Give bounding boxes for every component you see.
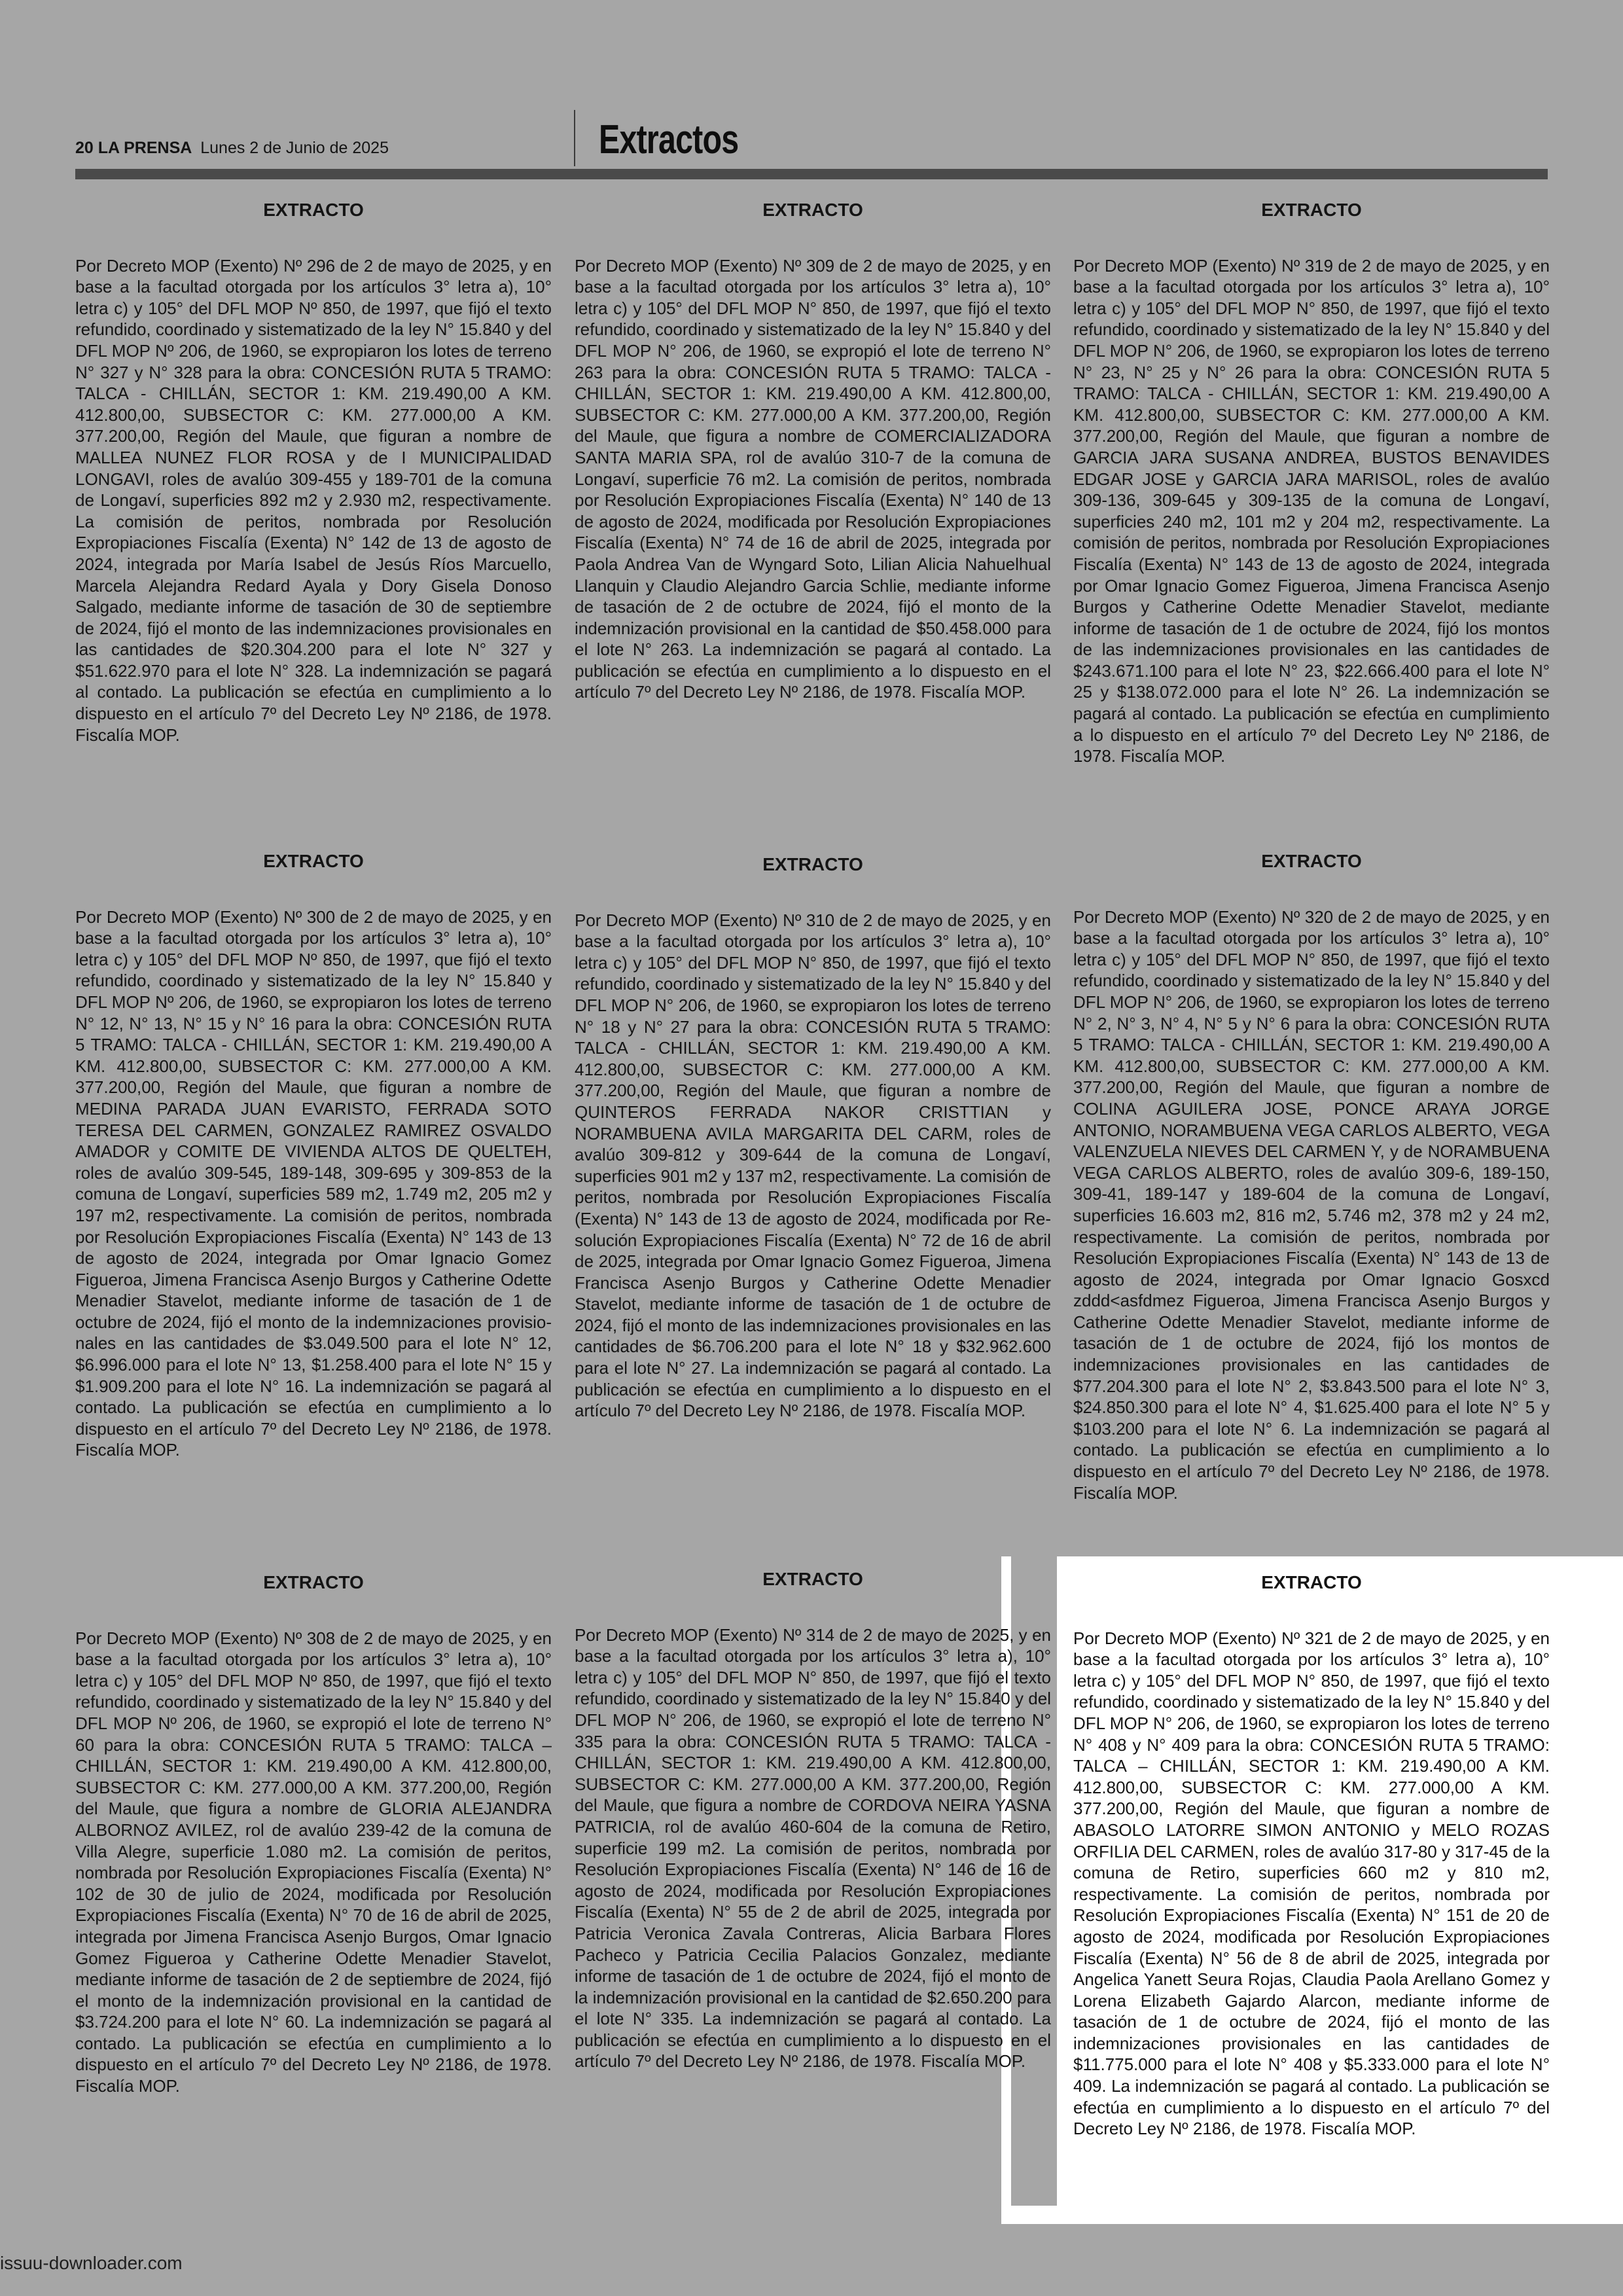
extract-title: EXTRACTO bbox=[762, 854, 863, 874]
extract-title: EXTRACTO bbox=[762, 200, 863, 220]
extract-8 bbox=[575, 1569, 1051, 2072]
extract-7 bbox=[75, 1572, 552, 2097]
extract-text: Por Decreto MOP (Exento) Nº 310 de 2 de mayo de 2025, y en base a la facultad otorgada por los artículos 3° letra a), 10° letra c) y 105° del DFL MOP N° 850, de 1997, que fijó el texto refundido, coordinado y sistematizado de la ley N° 15.840 y del DFL MOP N° 206, de 1960, se expropiaron los lotes de terreno N° 18 y N° 27 para la obra: CONCESIÓN RUTA 5 TRAMO: TALCA - CHILLÁN, SECTOR 1: KM. 219.490,00 A KM. 412.800,00, SUBSECTOR C: KM. 277.000,00 A KM. 377.200,00, Región del Maule, que figuran a nombre de QUINTEROS FERRADA NAKOR CRISTTIAN y NORAMBUENA AVILA MARGARITA DEL CARM, roles de avalúo 309-812 y 309-644 de la comuna de Longaví, superficies 901 m2 y 137 m2, respectivamente. La comisión de peritos, nombrada por Resolución Expropiaciones Fiscalía (Exenta) N° 143 de 13 de agosto de 2024, modificada por Resolución Expropiaciones Fiscalía (Exenta) N° 72 de 16 de abril de 2025, integrada por Omar Ignacio Gomez Figueroa, Jimena Francisca Asenjo Burgos y Catherine Odette Menadier Stavelot, mediante informe de tasación de 1 de octubre de 2024, fijó el monto de las indemnizaciones provisionales en las cantidades de $6.706.200 para el lote N° 18 y $32.962.600 para el lote N° 27. La indemnización se pagará al contado. La publicación se efectúa en cumplimiento a lo dispuesto en el artículo 7º del Decreto Ley Nº 2186, de 1978. Fiscalía MOP. bbox=[575, 910, 1051, 1421]
publication-name: LA PRENSA bbox=[98, 139, 192, 157]
extract-3 bbox=[1073, 200, 1550, 767]
header-rule bbox=[75, 169, 1548, 179]
extract-9 bbox=[1073, 1572, 1550, 2140]
extract-4 bbox=[75, 851, 552, 1461]
extract-text: Por Decreto MOP (Exento) Nº 314 de 2 de mayo de 2025, y en base a la facultad otorgada por los artículos 3° letra a), 10° letra c) y 105° del DFL MOP N° 850, de 1997, que fijó el texto refundido, coordinado y sistematizado de la ley N° 15.840 y del DFL MOP N° 206, de 1960, se expropió el lote de terreno N° 335 para la obra: CONCESIÓN RUTA 5 TRAMO: TALCA - CHILLÁN, SECTOR 1: KM. 219.490,00 A KM. 412.800,00, SUBSECTOR C: KM. 277.000,00 A KM. 377.200,00, Región del Maule, que figura a nombre de CORDOVA NEIRA YASNA PATRICIA, rol de avalúo 460-604 de la comuna de Retiro, superficie 199 m2. La comisión de peritos, nombrada por Resolución Expropiaciones Fiscalía (Exenta) N° 146 de 16 de agosto de 2024, modificada por Resolución Expropiaciones Fiscalía (Exenta) N° 55 de 2 de abril de 2025, integrada por Patricia Veronica Zavala Contreras, Alicia Barbara Flores Pacheco y Patricia Cecilia Palacios Gonzalez, mediante informe de tasación de 1 de octubre de 2024, fijó el monto de la indemnización provisional en la cantidad de $2.650.200 para el lote N° 335. La indemnización se pagará al contado. La publicación se efectúa en cumplimiento a lo dispuesto en el artículo 7º del Decreto Ley Nº 2186, de 1978. Fiscalía MOP. bbox=[575, 1624, 1051, 2072]
page-number: 20 bbox=[75, 139, 94, 157]
header-left bbox=[75, 139, 389, 158]
extract-2 bbox=[575, 200, 1051, 703]
extract-5 bbox=[575, 854, 1051, 1422]
extract-title: EXTRACTO bbox=[263, 1572, 364, 1592]
extract-title: EXTRACTO bbox=[1261, 851, 1362, 871]
extract-1 bbox=[75, 200, 552, 745]
issue-date: Lunes 2 de Junio de 2025 bbox=[200, 139, 389, 157]
extract-6 bbox=[1073, 851, 1550, 1503]
extract-text: Por Decreto MOP (Exento) Nº 309 de 2 de mayo de 2025, y en base a la facultad otorgada por los artículos 3° letra a), 10° letra c) y 105° del DFL MOP N° 850, de 1997, que fijó el texto refundido, coordinado y sistematizado de la ley N° 15.840 y del DFL MOP N° 206, de 1960, se expropió el lote de terreno N° 263 para la obra: CONCESIÓN RUTA 5 TRAMO: TALCA - CHILLÁN, SECTOR 1: KM. 219.490,00 A KM. 412.800,00, SUBSECTOR C: KM. 277.000,00 A KM. 377.200,00, Región del Maule, que figura a nombre de COMERCIALIZADORA SANTA MARIA SPA, rol de avalúo 310-7 de la comuna de Longaví, superficie 76 m2. La comisión de peritos, nombrada por Resolución Expropiaciones Fiscalía (Exenta) N° 140 de 13 de agosto de 2024, modificada por Resolución Expropiaciones Fiscalía (Exenta) N° 74 de 16 de abril de 2025, integrada por Paola Andrea Van de Wyngard Soto, Lilian Alicia Nahuelhual Llanquin y Claudio Alejandro Garcia Schlie, mediante informe de tasación de 2 de octubre de 2024, fijó el monto de la indemnización provisional en la cantidad de $50.458.000 para el lote N° 263. La indemnización se pagará al contado. La publicación se efectúa en cumplimiento a lo dispuesto en el artículo 7º del Decreto Ley Nº 2186, de 1978. Fiscalía MOP. bbox=[575, 255, 1051, 702]
extract-text: Por Decreto MOP (Exento) Nº 308 de 2 de mayo de 2025, y en base a la facultad otorgada por los artículos 3° letra a), 10° letra c) y 105° del DFL MOP Nº 850, de 1997, que fijó el texto refundido, coordinado y sistematizado de la ley N° 15.840 y del DFL MOP Nº 206, de 1960, se expropió el lote de terreno N° 60 para la obra: CONCESIÓN RUTA 5 TRAMO: TALCA – CHILLÁN, SECTOR 1: KM. 219.490,00 A KM. 412.800,00, SUBSECTOR C: KM. 277.000,00 A KM. 377.200,00, Región del Maule, que figura a nombre de GLORIA ALEJANDRA ALBORNOZ AVILEZ, rol de avalúo 239-42 de la comuna de Villa Alegre, superficie 1.080 m2. La comisión de peritos, nombrada por Resolución Expropiaciones Fiscalía (Exenta) N° 102 de 30 de julio de 2024, modificada por Resolución Expropiaciones Fiscalía (Exenta) N° 70 de 16 de abril de 2025, integrada por Jimena Francisca Asenjo Burgos, Omar Ignacio Gomez Figueroa y Catherine Odette Menadier Stavelot, mediante informe de tasación de 2 de septiembre de 2024, fijó el monto de la indemnización provisional en la cantidad de $3.724.200 para el lote N° 60. La indemnización se pagará al contado. La publicación se efectúa en cumplimiento a lo dispuesto en el artículo 7º del Decreto Ley Nº 2186, de 1978. Fiscalía MOP. bbox=[75, 1628, 552, 2096]
header-divider bbox=[574, 110, 575, 166]
extract-title: EXTRACTO bbox=[263, 200, 364, 220]
extract-text: Por Decreto MOP (Exento) Nº 319 de 2 de mayo de 2025, y en base a la facultad otorgada por los artículos 3° letra a), 10° letra c) y 105° del DFL MOP N° 850, de 1997, que fijó el texto refundido, coordinado y sistematizado de la ley N° 15.840 y del DFL MOP N° 206, de 1960, se expropiaron los lotes de terreno N° 23, N° 25 y N° 26 para la obra: CONCESIÓN RUTA 5 TRAMO: TALCA - CHILLÁN, SECTOR 1: KM. 219.490,00 A KM. 412.800,00, SUBSECTOR C: KM. 277.000,00 A KM. 377.200,00, Región del Maule, que figuran a nombre de GARCIA JARA SUSANA ANDREA, BUSTOS BENAVIDES EDGAR JOSE y GARCIA JARA MARISOL, roles de avalúo 309-136, 309-645 y 309-135 de la comuna de Longaví, superficies 240 m2, 101 m2 y 204 m2, respectivamente. La comisión de peritos, nombrada por Resolución Expropiaciones Fiscalía (Exenta) N° 143 de 13 de agosto de 2024, integrada por Omar Ignacio Gomez Figueroa, Jimena Francisca Asenjo Burgos y Catherine Odette Menadier Stavelot, mediante informe de tasación de 1 de octubre de 2024, fijó los montos de las indemnizaciones provisionales en las cantidades de $243.671.100 para el lote N° 23, $22.666.400 para el lote N° 25 y $138.072.000 para el lote N° 26. La indemnización se pagará al contado. La publicación se efectúa en cumplimiento a lo dispuesto en el artículo 7º del Decreto Ley Nº 2186, de 1978. Fiscalía MOP. bbox=[1073, 255, 1550, 766]
extract-text: Por Decreto MOP (Exento) Nº 321 de 2 de mayo de 2025, y en base a la facultad otorgada por los artículos 3° letra a), 10° letra c) y 105° del DFL MOP N° 850, de 1997, que fijó el texto refundido, coordinado y sistematizado de la ley N° 15.840 y del DFL MOP N° 206, de 1960, se expropiaron los lotes de terreno N° 408 y N° 409 para la obra: CONCESIÓN RUTA 5 TRAMO: TALCA – CHILLÁN, SECTOR 1: KM. 219.490,00 A KM. 412.800,00, SUBSECTOR C: KM. 277.000,00 A KM. 377.200,00, Región del Maule, que figuran a nombre de ABASOLO LATORRE SIMON ANTONIO y MELO ROZAS ORFILIA DEL CARMEN, roles de avalúo 317-80 y 317-45 de la comuna de Retiro, superficies 660 m2 y 810 m2, respectivamente. La comisión de peritos, nombrada por Resolución Expropiaciones Fiscalía (Exenta) N° 151 de 20 de agosto de 2024, modificada por Resolución Expropiaciones Fiscalía (Exenta) N° 56 de 8 de abril de 2025, integrada por Angelica Yanett Seura Rojas, Claudia Paola Arellano Gomez y Lorena Elizabeth Gajardo Alarcon, mediante informe de tasación de 1 de octubre de 2024, fijó el monto de las indemnizaciones provisionales en las cantidades de $11.775.000 para el lote N° 408 y $5.333.000 para el lote N° 409. La indemnización se pagará al contado. La publicación se efectúa en cumplimiento a lo dispuesto en el artículo 7º del Decreto Ley Nº 2186, de 1978. Fiscalía MOP. bbox=[1073, 1628, 1550, 2139]
extract-title: EXTRACTO bbox=[263, 851, 364, 871]
extract-title: EXTRACTO bbox=[1261, 1572, 1362, 1592]
extract-text: Por Decreto MOP (Exento) Nº 320 de 2 de mayo de 2025, y en base a la facultad otorgada por los artículos 3° letra a), 10° letra c) y 105° del DFL MOP N° 850, de 1997, que fijó el texto refundido, coordinado y sistematizado de la ley N° 15.840 y del DFL MOP N° 206, de 1960, se expropiaron los lotes de terreno N° 2, N° 3, N° 4, N° 5 y N° 6 para la obra: CONCESIÓN RUTA 5 TRAMO: TALCA - CHILLÁN, SECTOR 1: KM. 219.490,00 A KM. 412.800,00, SUBSECTOR C: KM. 277.000,00 A KM. 377.200,00, Región del Maule, que figuran a nombre de COLINA AGUILERA JOSE, PONCE ARAYA JORGE ANTONIO, NORAMBUENA VEGA CARLOS ALBERTO, VEGA VALENZUELA NIEVES DEL CARMEN Y, y de NORAMBUENA VEGA CARLOS ALBERTO, roles de avalúo 309-6, 189-150, 309-41, 189-147 y 189-604 de la comuna de Longaví, superficies 16.603 m2, 816 m2, 5.746 m2, 378 m2 y 24 m2, respectivamente. La comisión de peritos, nombrada por Resolución Expropiaciones Fiscalía (Exenta) N° 143 de 13 de agosto de 2024, integrada por Omar Ignacio Gosxcd zddd<asfdmez Figueroa, Jimena Francisca Asenjo Burgos y Catherine Odette Menadier Stavelot, mediante informe de tasación de 1 de octubre de 2024, fijó los montos de indemnizaciones provisionales en las cantidades de $77.204.300 para el lote N° 2, $3.843.500 para el lote N° 3, $24.850.300 para el lote N° 4, $1.625.400 para el lote N° 5 y $103.200 para el lote N° 6. La indemnización se pagará al contado. La publicación se efectúa en cumplimiento a lo dispuesto en el artículo 7º del Decreto Ley Nº 2186, de 1978. Fiscalía MOP. bbox=[1073, 906, 1550, 1503]
extract-title: EXTRACTO bbox=[1261, 200, 1362, 220]
extract-text: Por Decreto MOP (Exento) Nº 300 de 2 de mayo de 2025, y en base a la facultad otorgada por los artículos 3° letra a), 10° letra c) y 105° del DFL MOP Nº 850, de 1997, que fijó el texto refundido, coordinado y sistematizado de la ley N° 15.840 y DFL MOP Nº 206, de 1960, se expropiaron los lotes de terreno N° 12, N° 13, N° 15 y N° 16 para la obra: CONCESIÓN RUTA 5 TRAMO: TALCA - CHILLÁN, SECTOR 1: KM. 219.490,00 A KM. 412.800,00, SUBSECTOR C: KM. 277.000,00 A KM. 377.200,00, Región del Maule, que figuran a nombre de MEDINA PARADA JUAN EVARISTO, FERRADA SOTO TERESA DEL CARMEN, GONZALEZ RAMIREZ OSVALDO AMADOR y COMITE DE VIVIENDA ALTOS DE QUELTEH, roles de avalúo 309-545, 189-148, 309-695 y 309-853 de la comuna de Longaví, superficies 589 m2, 1.749 m2, 205 m2 y 197 m2, respectivamente. La comisión de peritos, nombrada por Resolución Expropiaciones Fiscalía (Exenta) N° 143 de 13 de agosto de 2024, integrada por Omar Ignacio Gomez Figueroa, Jimena Francisca Asenjo Burgos y Catherine Odette Menadier Stavelot, mediante informe de tasación de 1 de octubre de 2024, fijó el monto de la indemnizaciones provisionales en las cantidades de $3.049.500 para el lote N° 12, $6.996.000 para el lote N° 13, $1.258.400 para el lote N° 15 y $1.909.200 para el lote N° 16. La indemnización se pagará al contado. La publicación se efectúa en cumplimiento a lo dispuesto en el artículo 7º del Decreto Ley Nº 2186, de 1978. Fiscalía MOP. bbox=[75, 906, 552, 1460]
extract-text: Por Decreto MOP (Exento) Nº 296 de 2 de mayo de 2025, y en base a la facultad otorgada por los artículos 3° letra a), 10° letra c) y 105° del DFL MOP Nº 850, de 1997, que fijó el texto refundido, coordinado y sistematizado de la ley N° 15.840 y del DFL MOP Nº 206, de 1960, se expropiaron los lotes de terreno N° 327 y N° 328 para la obra: CONCESIÓN RUTA 5 TRAMO: TALCA - CHILLÁN, SECTOR 1: KM. 219.490,00 A KM. 412.800,00, SUBSECTOR C: KM. 277.000,00 A KM. 377.200,00, Región del Maule, que figuran a nombre de MALLEA NUNEZ FLOR ROSA y de I MUNICIPALIDAD LONGAVI, roles de avalúo 309-455 y 189-701 de la comuna de Longaví, superficies 892 m2 y 2.930 m2, respectivamente. La comisión de peritos, nombrada por Resolución Expropiaciones Fiscalía (Exenta) N° 142 de 13 de agosto de 2024, integrada por María Isabel de Jesús Ríos Marcuello, Marcela Alejandra Redard Ayala y Dory Gisela Donoso Salgado, mediante informe de tasación de 30 de septiembre de 2024, fijó el monto de las indemnizaciones provisionales en las cantidades de $20.304.200 para el lote N° 327 y $51.622.970 para el lote N° 328. La indemnización se pagará al contado. La publicación se efectúa en cumplimiento a lo dispuesto en el artículo 7º del Decreto Ley Nº 2186, de 1978. Fiscalía MOP. bbox=[75, 255, 552, 745]
watermark: issuu-downloader.com bbox=[0, 2253, 183, 2273]
section-title: Extractos bbox=[599, 117, 739, 162]
extract-title: EXTRACTO bbox=[762, 1569, 863, 1589]
